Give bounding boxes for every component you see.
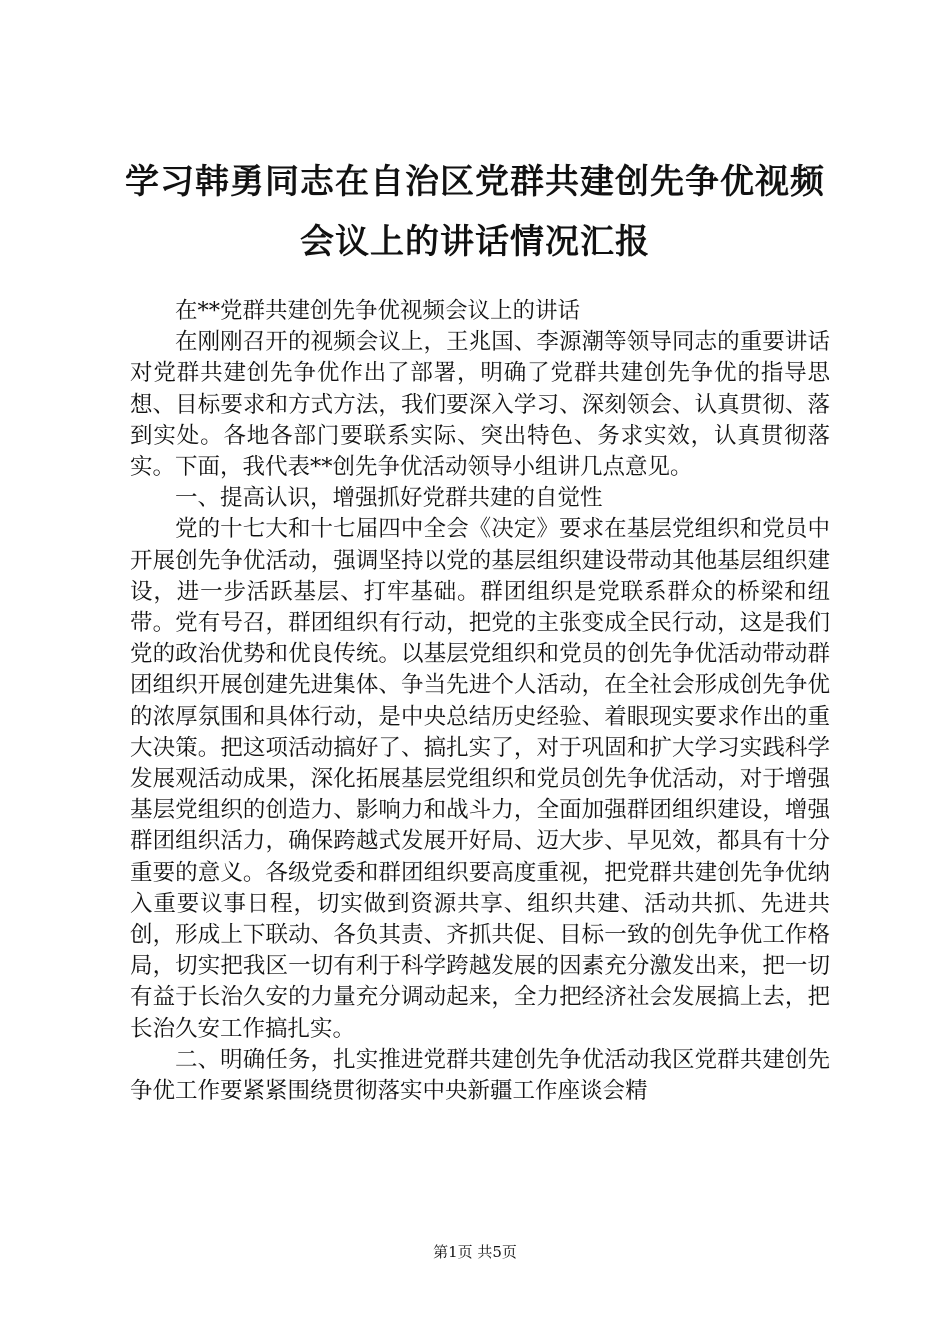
paragraph-section-1: 党的十七大和十七届四中全会《决定》要求在基层党组织和党员中开展创先争优活动，强调坚持以党的基层组织建设带动其他基层组织建设，进一步活跃基层、打牢基础。群团组织是党联系群众的桥梁和纽带。党有号召，群团组织有行动，把党的主张变成全民行动，这是我们党的政治优势和优良传统。以基层党组织和党员的创先争优活动带动群团组织开展创建先进集体、争当先进个人活动，在全社会形成创先争优的浓厚氛围和具体行动，是中央总结历史经验、着眼现实要求作出的重大决策。把这项活动搞好了、搞扎实了，对于巩固和扩大学习实践科学发展观活动成果，深化拓展基层党组织和党员创先争优活动，对于增强基层党组织的创造力、影响力和战斗力，全面加强群团组织建设，增强群团组织活力，确保跨越式发展开好局、迈大步、早见效，都具有十分重要的意义。各级党委和群团组织要高度重视，把党群共建创先争优纳入重要议事日程，切实做到资源共享、组织共建、活动共抓、先进共创，形成上下联动、各负其责、齐抓共促、目标一致的创先争优工作格局，切实把我区一切有利于科学跨越发展的因素充分激发出来，把一切有益于长治久安的力量充分调动起来，全力把经济社会发展搞上去，把长治久安工作搞扎实。 [130,516,830,1042]
section-heading-2: 二、明确任务，扎实推进党群共建创先争优活动我区党群共建创先争优工作要紧紧围绕贯彻落实中央新疆工作座谈会精 [130,1046,830,1105]
paragraph-subtitle: 在**党群共建创先争优视频会议上的讲话 [175,298,581,324]
document-title-line-2: 会议上的讲话情况汇报 [300,222,650,262]
document-title-line-1: 学习韩勇同志在自治区党群共建创先争优视频 [125,162,825,202]
section-heading-1: 一、提高认识，增强抓好党群共建的自觉性 [175,485,603,512]
page-number-footer: 第1页 共5页 [433,1243,517,1261]
document-body [130,296,830,1107]
paragraph-intro: 在刚刚召开的视频会议上，王兆国、李源潮等领导同志的重要讲话对党群共建创先争优作出了部署，明确了党群共建创先争优的指导思想、目标要求和方式方法，我们要深入学习、深刻领会、认真贯彻、落到实处。各地各部门要联系实际、突出特色、务求实效，认真贯彻落实。下面，我代表**创先争优活动领导小组讲几点意见。 [130,329,830,481]
